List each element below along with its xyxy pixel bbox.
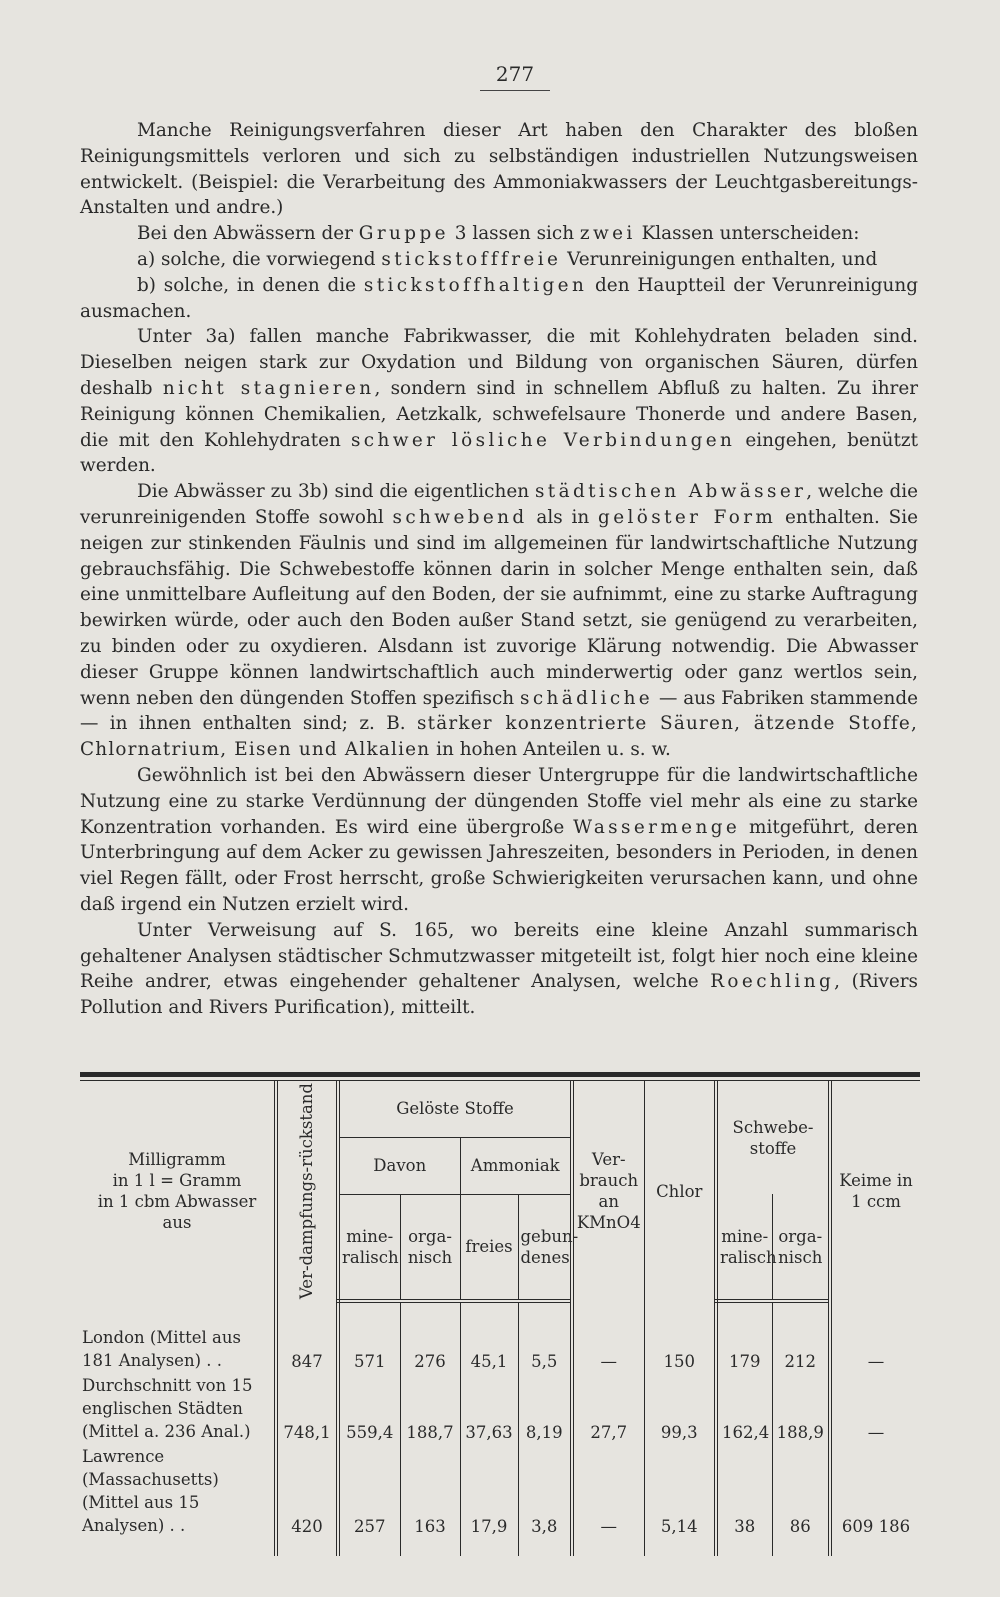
text-run: Unter Verweisung auf S. 165, wo bereits eine kleine Anzahl summarisch gehaltener Analysen städtischer Schmutzwasser mitgeteilt ist, folgt hier noch eine kleine Reihe andrer, etwas eingehender gehaltener Analysen, welche [80, 919, 918, 993]
cell-chlor: 150 [644, 1321, 716, 1373]
header-davon: Davon [338, 1137, 460, 1194]
header-residue-text: Ver-dampfungs-rückstand [297, 1083, 316, 1300]
paragraph-2 [80, 221, 918, 247]
spaced-text: Wassermenge [573, 816, 741, 838]
cell-residue: 420 [276, 1444, 338, 1538]
paragraph-5 [80, 324, 918, 479]
text-run: a) solche, die vorwiegend [137, 248, 382, 270]
text-run: Gewöhnlich ist bei den Abwässern dieser Untergruppe für die landwirtschaftliche Nutzung eine zu starke Verdünnung der düngenden Stoffe viel mehr als eine zu starke Konzentration vorhanden. Es wird eine übergroße [80, 764, 918, 838]
cell-suspended-mineral: 38 [716, 1444, 772, 1538]
cell-chlor: 99,3 [644, 1373, 716, 1444]
spaced-text: nicht stagnieren [162, 377, 375, 399]
text-run: Verunreinigungen enthalten, und [561, 248, 878, 270]
text-run: Bei den Abwässern der [137, 223, 359, 245]
cell-dissolved-mineral: 559,4 [338, 1373, 400, 1444]
header-dissolved: Gelöste Stoffe [338, 1081, 572, 1137]
row-label: London (Mittel aus 181 Analysen) . . [82, 1328, 241, 1371]
header-unit-line: in 1 cbm Abwasser [97, 1192, 257, 1212]
header-ammonia-free: freies [460, 1194, 518, 1301]
table-rule-top [80, 1072, 920, 1077]
analysis-table [80, 1081, 920, 1556]
paragraph-3 [80, 247, 918, 273]
cell-ammonia-bound: 8,19 [518, 1373, 572, 1444]
paragraph-8 [80, 918, 918, 1021]
cell-germs: — [830, 1321, 920, 1373]
cell-suspended-organic: 212 [772, 1321, 830, 1373]
text-run: enthalten. Sie neigen zur stinkenden Fäulnis und sind im allgemeinen für landwirtschaftliche Nutzung gebrauchsfähig. Die Schwebestoffe können darin in solcher Menge enthalten sein, daß eine unmittelbare Aufleitung auf den Boden, der sie aufnimmt, eine zu starke Auftragung bewirken würde, oder auch den Boden außer Stand setzt, sie genügend zu verarbeiten, zu binden oder zu oxydieren. Alsdann ist zuvorige Klärung notwendig. Die Abwasser dieser Gruppe können landwirtschaftlich auch minderwertig oder ganz wertlos sein, wenn neben den düngenden Stoffen spezifisch [80, 506, 918, 709]
cell-residue: 847 [276, 1321, 338, 1373]
text-run: — aus Fabriken stammende — in ihnen enthalten sind; z. B. [80, 687, 918, 735]
cell-suspended-organic: 188,9 [772, 1373, 830, 1444]
cell-germs: 609 186 [830, 1444, 920, 1538]
text-run: eingehen, benützt werden. [80, 429, 918, 477]
header-unit-line: in 1 l = Gramm [112, 1171, 242, 1191]
spaced-text: gelöster Form [598, 506, 777, 528]
header-unit [80, 1081, 276, 1301]
spaced-text: schwer lösliche Verbindungen [350, 429, 736, 451]
header-chlor: Chlor [644, 1081, 716, 1301]
header-residue [276, 1081, 338, 1301]
paragraph-4 [80, 273, 918, 325]
text-run: Unter 3a) fallen manche Fabrikwasser, die mit Kohlehydraten beladen sind. Dieselben neigen stark zur Oxydation und Bildung von organischen Säuren, dürfen deshalb [80, 326, 918, 399]
header-ammoniak: Ammoniak [460, 1137, 572, 1194]
spaced-text: zwei [579, 223, 636, 245]
cell-dissolved-mineral: 571 [338, 1321, 400, 1373]
row-label: Lawrence (Massachusetts) (Mittel aus 15 Analysen) . . [82, 1447, 219, 1536]
cell-germs: — [830, 1373, 920, 1444]
header-ammonia-bound: gebun-denes [518, 1194, 572, 1301]
text-run: Die Abwässer zu 3b) sind die eigentlichen [137, 481, 535, 503]
spaced-text: stickstofffreie [381, 248, 562, 270]
spaced-text: stärker konzentrierte Säuren, ätzende Stoffe, Chlornatrium, Eisen und Alkalien [80, 713, 918, 761]
analysis-table-wrap [80, 1072, 920, 1556]
text-run: in hohen Anteilen u. s. w. [430, 739, 671, 761]
text-run: 3 lassen sich [448, 223, 580, 245]
table-row [80, 1321, 920, 1373]
header-suspended: Schwebe-stoffe [716, 1081, 830, 1194]
cell-ammonia-free: 45,1 [460, 1321, 518, 1373]
spaced-text: Roechling [710, 971, 835, 993]
cell-suspended-organic: 86 [772, 1444, 830, 1538]
header-kmno4: Ver-brauch an KMnO4 [572, 1081, 644, 1301]
cell-dissolved-mineral: 257 [338, 1444, 400, 1538]
cell-suspended-mineral: 162,4 [716, 1373, 772, 1444]
cell-residue: 748,1 [276, 1373, 338, 1444]
text-run: als in [527, 506, 599, 528]
body-text [80, 118, 918, 1021]
row-label: Durchschnitt von 15 englischen Städten (Mittel a. 236 Anal.) [82, 1376, 253, 1442]
header-unit-line: Milligramm [128, 1150, 226, 1170]
text-run: Klassen unterscheiden: [635, 223, 860, 245]
header-unit-line: aus [162, 1213, 192, 1233]
text-run: , sondern sind in schnellem Abfluß zu halten. Zu ihrer Reinigung können Chemikalien, Aetzkalk, schwefelsaure Thonerde und andere Basen, die mit den Kohlehydraten [80, 377, 918, 451]
table-spacer [80, 1538, 920, 1556]
header-suspended-organic: orga-nisch [772, 1194, 830, 1301]
cell-suspended-mineral: 179 [716, 1321, 772, 1373]
spaced-text: Gruppe [358, 223, 449, 245]
paragraph-1: Manche Reinigungsverfahren dieser Art haben den Charakter des bloßen Reinigungsmittels verloren und sich zu selbständigen industriellen Nutzungsweisen entwickelt. (Beispiel: die Verarbeitung des Ammoniakwassers der Leuchtgasbereitungs-Anstalten und andre.) [80, 120, 918, 219]
cell-ammonia-free: 37,63 [460, 1373, 518, 1444]
page-number: 277 [480, 62, 550, 91]
header-suspended-mineral: mine-ralisch [716, 1194, 772, 1301]
cell-ammonia-bound: 5,5 [518, 1321, 572, 1373]
cell-ammonia-free: 17,9 [460, 1444, 518, 1538]
header-dissolved-mineral: mine-ralisch [338, 1194, 400, 1301]
text-run: b) solche, in denen die [137, 274, 364, 296]
cell-kmno4: 27,7 [572, 1373, 644, 1444]
paragraph-6 [80, 479, 918, 763]
cell-dissolved-organic: 163 [400, 1444, 460, 1538]
spaced-text: stickstoffhaltigen [363, 274, 588, 296]
cell-ammonia-bound: 3,8 [518, 1444, 572, 1538]
paragraph-7 [80, 763, 918, 918]
text-run: mitgeführt, deren Unterbringung auf dem Acker zu gewissen Jahreszeiten, besonders in Perioden, in denen viel Regen fällt, oder Frost herrscht, große Schwierigkeiten verursachen kann, und ohne daß irgend ein Nutzen erzielt wird. [80, 816, 918, 915]
cell-kmno4: — [572, 1321, 644, 1373]
cell-kmno4: — [572, 1444, 644, 1538]
table-spacer [80, 1301, 920, 1321]
spaced-text: schädliche [519, 687, 654, 709]
spaced-text: schwebend [392, 506, 528, 528]
text-run: , welche die verunreinigenden Stoffe sowohl [80, 481, 918, 528]
table-row [80, 1444, 920, 1538]
cell-dissolved-organic: 188,7 [400, 1373, 460, 1444]
spaced-text: städtischen Abwässer [534, 481, 807, 503]
header-dissolved-organic: orga-nisch [400, 1194, 460, 1301]
text-run: den Hauptteil der Verunreinigung ausmachen. [80, 274, 918, 322]
cell-chlor: 5,14 [644, 1444, 716, 1538]
text-run: , (Rivers Pollution and Rivers Purification), mitteilt. [80, 971, 918, 1019]
cell-dissolved-organic: 276 [400, 1321, 460, 1373]
header-germs: Keime in 1 ccm [830, 1081, 920, 1301]
table-row [80, 1373, 920, 1444]
